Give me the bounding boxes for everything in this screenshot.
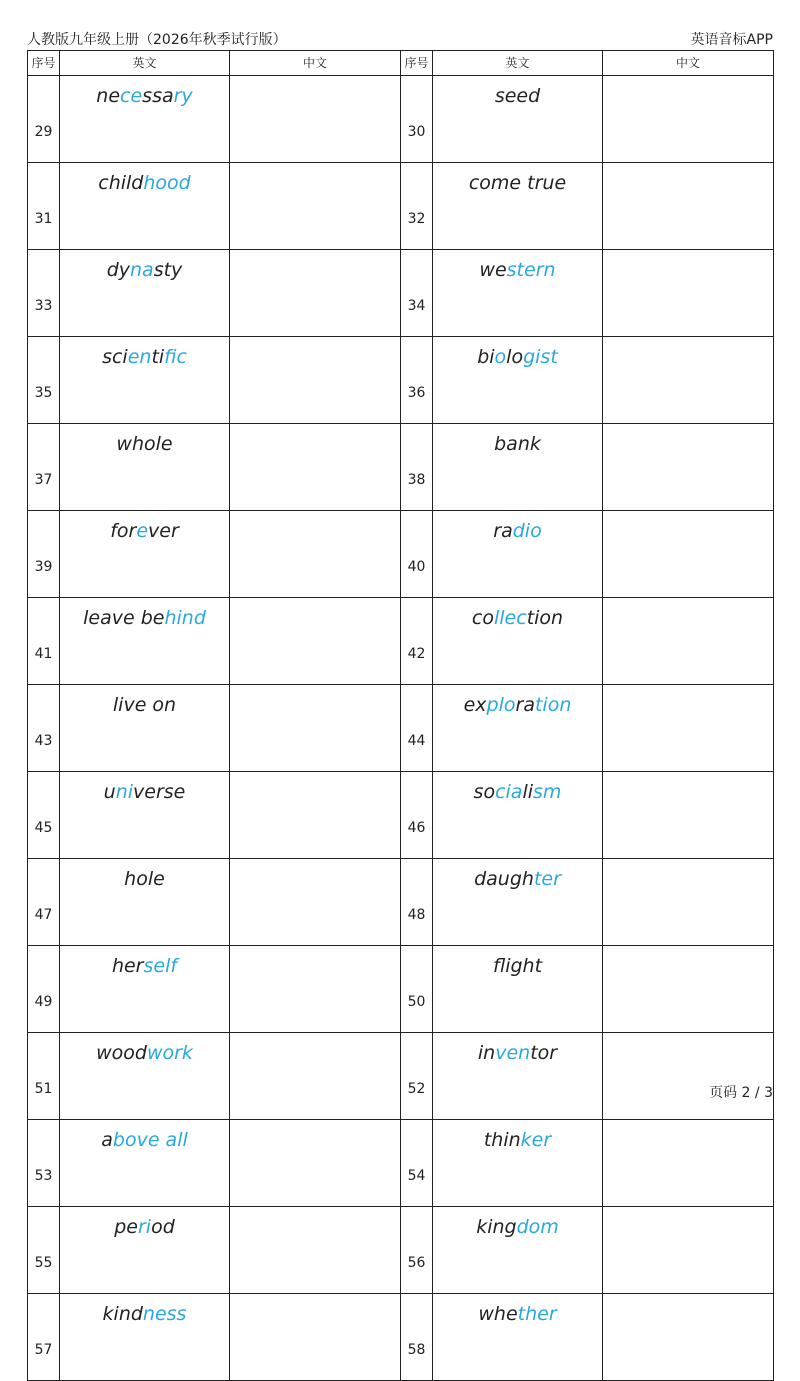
chinese-answer-cell[interactable]	[603, 598, 774, 685]
row-number: 41	[28, 598, 60, 685]
row-number: 35	[28, 337, 60, 424]
english-word	[60, 1207, 230, 1294]
syllable: co	[471, 607, 494, 629]
row-number: 29	[28, 76, 60, 163]
chinese-answer-cell[interactable]	[603, 163, 774, 250]
syllable: whe	[478, 1303, 518, 1325]
syllable: kind	[102, 1303, 143, 1325]
english-word	[433, 685, 603, 772]
chinese-answer-cell[interactable]	[603, 76, 774, 163]
table-header-row	[28, 51, 774, 76]
english-word	[433, 250, 603, 337]
syllable-highlight: ven	[495, 1042, 531, 1064]
syllable-highlight: llec	[493, 607, 527, 629]
row-number: 54	[401, 1120, 433, 1207]
header-chinese-right: 中文	[603, 51, 774, 76]
syllable: tion	[526, 607, 564, 629]
syllable-highlight: hind	[164, 607, 206, 629]
syllable-highlight: work	[146, 1042, 193, 1064]
row-number: 50	[401, 946, 433, 1033]
syllable-highlight: ker	[520, 1129, 552, 1151]
table-row	[28, 511, 774, 598]
header-num-right: 序号	[401, 51, 433, 76]
syllable: sci	[102, 346, 128, 368]
header-num-left: 序号	[28, 51, 60, 76]
english-word	[433, 1207, 603, 1294]
syllable-highlight: ri	[137, 1216, 152, 1238]
english-word	[60, 511, 230, 598]
syllable-highlight: gist	[523, 346, 558, 368]
table-row	[28, 859, 774, 946]
chinese-answer-cell[interactable]	[603, 424, 774, 511]
english-word	[60, 1120, 230, 1207]
chinese-answer-cell[interactable]	[603, 772, 774, 859]
row-number: 44	[401, 685, 433, 772]
english-word	[60, 163, 230, 250]
english-word	[60, 76, 230, 163]
table-body	[28, 76, 774, 1381]
syllable-highlight: fic	[164, 346, 187, 368]
syllable: pe	[114, 1216, 138, 1238]
row-number: 47	[28, 859, 60, 946]
syllable: bank	[494, 433, 541, 455]
syllable: leave be	[83, 607, 165, 629]
syllable-highlight: na	[130, 259, 154, 281]
syllable: come true	[468, 172, 567, 194]
syllable-highlight: dom	[516, 1216, 559, 1238]
chinese-answer-cell[interactable]	[230, 337, 401, 424]
chinese-answer-cell[interactable]	[603, 511, 774, 598]
english-word	[433, 1294, 603, 1381]
row-number: 30	[401, 76, 433, 163]
document-title: 人教版九年级上册（2026年秋季试行版）	[27, 32, 287, 48]
chinese-answer-cell[interactable]	[230, 772, 401, 859]
row-number: 39	[28, 511, 60, 598]
chinese-answer-cell[interactable]	[603, 859, 774, 946]
brand-label: 英语音标APP	[690, 32, 773, 48]
english-word	[433, 946, 603, 1033]
row-number: 42	[401, 598, 433, 685]
table-row	[28, 772, 774, 859]
english-word	[60, 250, 230, 337]
syllable: king	[476, 1216, 517, 1238]
table-row	[28, 163, 774, 250]
chinese-answer-cell[interactable]	[230, 1120, 401, 1207]
row-number: 51	[28, 1033, 60, 1120]
english-word	[433, 424, 603, 511]
english-word	[60, 772, 230, 859]
syllable: whole	[116, 433, 173, 455]
header-english-right: 英文	[433, 51, 603, 76]
table-row	[28, 1033, 774, 1120]
syllable: lo	[506, 346, 524, 368]
syllable: wood	[96, 1042, 147, 1064]
syllable: li	[522, 781, 534, 803]
syllable: u	[103, 781, 116, 803]
english-word	[433, 511, 603, 598]
header-chinese-left: 中文	[230, 51, 401, 76]
chinese-answer-cell[interactable]	[230, 1294, 401, 1381]
syllable-highlight: plo	[486, 694, 516, 716]
syllable: a	[101, 1129, 113, 1151]
chinese-answer-cell[interactable]	[230, 598, 401, 685]
syllable: ne	[96, 85, 121, 107]
chinese-answer-cell[interactable]	[603, 685, 774, 772]
row-number: 32	[401, 163, 433, 250]
row-number: 53	[28, 1120, 60, 1207]
syllable: dy	[106, 259, 131, 281]
row-number: 33	[28, 250, 60, 337]
row-number: 37	[28, 424, 60, 511]
syllable: for	[110, 520, 137, 542]
english-word	[433, 859, 603, 946]
chinese-answer-cell[interactable]	[230, 946, 401, 1033]
row-number: 45	[28, 772, 60, 859]
chinese-answer-cell[interactable]	[230, 685, 401, 772]
english-word	[60, 685, 230, 772]
chinese-answer-cell[interactable]	[603, 1294, 774, 1381]
syllable-highlight: ce	[120, 85, 143, 107]
chinese-answer-cell[interactable]	[230, 1207, 401, 1294]
syllable: ra	[515, 694, 535, 716]
syllable: flight	[492, 955, 543, 977]
syllable: in	[477, 1042, 496, 1064]
syllable-highlight: ry	[173, 85, 193, 107]
syllable: verse	[133, 781, 186, 803]
syllable: bi	[477, 346, 495, 368]
page-number: 页码 2 / 3	[709, 1085, 773, 1101]
english-word	[433, 772, 603, 859]
syllable: child	[98, 172, 144, 194]
row-number: 40	[401, 511, 433, 598]
chinese-answer-cell[interactable]	[230, 163, 401, 250]
row-number: 43	[28, 685, 60, 772]
row-number: 49	[28, 946, 60, 1033]
english-word	[433, 598, 603, 685]
chinese-answer-cell[interactable]	[230, 511, 401, 598]
row-number: 34	[401, 250, 433, 337]
table-row	[28, 76, 774, 163]
english-word	[433, 76, 603, 163]
table-row	[28, 946, 774, 1033]
english-word	[433, 1120, 603, 1207]
syllable-highlight: dio	[512, 520, 542, 542]
chinese-answer-cell[interactable]	[603, 1207, 774, 1294]
english-word	[60, 598, 230, 685]
english-word	[433, 337, 603, 424]
table-row	[28, 250, 774, 337]
syllable: tor	[530, 1042, 558, 1064]
chinese-answer-cell[interactable]	[603, 250, 774, 337]
row-number: 38	[401, 424, 433, 511]
syllable: daugh	[474, 868, 534, 890]
syllable: od	[151, 1216, 175, 1238]
row-number: 36	[401, 337, 433, 424]
syllable-highlight: en	[127, 346, 152, 368]
syllable-highlight: self	[143, 955, 178, 977]
table-row	[28, 598, 774, 685]
syllable: ssa	[142, 85, 174, 107]
table-row	[28, 1207, 774, 1294]
syllable-highlight: ther	[517, 1303, 557, 1325]
syllable-highlight: tion	[534, 694, 572, 716]
english-word	[60, 424, 230, 511]
syllable-highlight: sm	[533, 781, 562, 803]
row-number: 58	[401, 1294, 433, 1381]
syllable: thin	[483, 1129, 521, 1151]
table-row	[28, 685, 774, 772]
syllable-highlight: ter	[533, 868, 561, 890]
row-number: 48	[401, 859, 433, 946]
chinese-answer-cell[interactable]	[230, 424, 401, 511]
row-number: 57	[28, 1294, 60, 1381]
english-word	[60, 859, 230, 946]
row-number: 55	[28, 1207, 60, 1294]
row-number: 56	[401, 1207, 433, 1294]
syllable: ti	[151, 346, 165, 368]
syllable: ra	[493, 520, 513, 542]
syllable: hole	[124, 868, 165, 890]
syllable-highlight: ni	[115, 781, 134, 803]
chinese-answer-cell[interactable]	[603, 1120, 774, 1207]
english-word	[60, 1033, 230, 1120]
vocabulary-table	[27, 50, 774, 1381]
english-word	[60, 946, 230, 1033]
chinese-answer-cell[interactable]	[230, 250, 401, 337]
syllable-highlight: cia	[495, 781, 523, 803]
syllable: ex	[463, 694, 487, 716]
table-row	[28, 424, 774, 511]
chinese-answer-cell[interactable]	[603, 946, 774, 1033]
chinese-answer-cell[interactable]	[230, 859, 401, 946]
chinese-answer-cell[interactable]	[230, 1033, 401, 1120]
syllable: ver	[148, 520, 179, 542]
table-row	[28, 337, 774, 424]
syllable: we	[479, 259, 507, 281]
english-word	[60, 1294, 230, 1381]
syllable-highlight: ness	[142, 1303, 187, 1325]
table-row	[28, 1294, 774, 1381]
chinese-answer-cell[interactable]	[603, 1033, 774, 1120]
syllable-highlight: o	[494, 346, 507, 368]
syllable: her	[111, 955, 144, 977]
syllable-highlight: stern	[506, 259, 556, 281]
syllable-highlight: hood	[143, 172, 191, 194]
english-word	[433, 163, 603, 250]
syllable: seed	[494, 85, 541, 107]
table-row	[28, 1120, 774, 1207]
syllable-highlight: bove all	[112, 1129, 188, 1151]
syllable: so	[473, 781, 496, 803]
english-word	[433, 1033, 603, 1120]
syllable: sty	[153, 259, 183, 281]
syllable-highlight: e	[136, 520, 149, 542]
chinese-answer-cell[interactable]	[230, 76, 401, 163]
row-number: 52	[401, 1033, 433, 1120]
row-number: 31	[28, 163, 60, 250]
syllable: live on	[112, 694, 177, 716]
english-word	[60, 337, 230, 424]
header-english-left: 英文	[60, 51, 230, 76]
chinese-answer-cell[interactable]	[603, 337, 774, 424]
row-number: 46	[401, 772, 433, 859]
